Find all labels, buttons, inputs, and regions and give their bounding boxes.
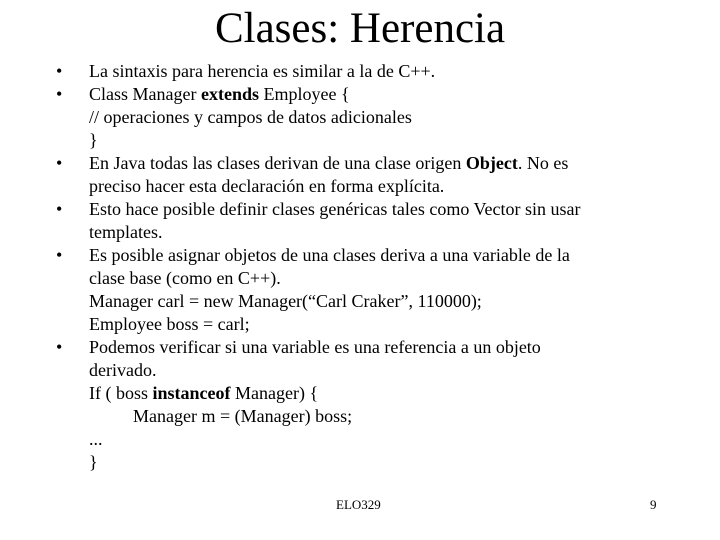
slide-title: Clases: Herencia bbox=[214, 5, 506, 52]
code-line: } bbox=[89, 130, 98, 150]
bullet-text: derivado. bbox=[89, 360, 157, 380]
bullet-text: preciso hacer esta declaración en forma explícita. bbox=[89, 176, 445, 196]
page-number: 9 bbox=[650, 497, 657, 512]
footer-course-code: ELO329 bbox=[336, 497, 381, 512]
text-part: En Java todas las clases derivan de una clase origen bbox=[89, 153, 466, 173]
bullet-text: templates. bbox=[89, 222, 163, 242]
bullet-item bbox=[56, 336, 696, 474]
bullet-dot: • bbox=[56, 153, 63, 173]
code-text: Class Manager bbox=[89, 84, 201, 104]
text-part: . No es bbox=[517, 153, 569, 173]
keyword-object: Object bbox=[465, 153, 518, 173]
code-text: Employee { bbox=[258, 84, 350, 104]
bullet-dot: • bbox=[56, 199, 63, 219]
bullet-text: Esto hace posible definir clases genéricas tales como Vector sin usar bbox=[89, 199, 581, 219]
bullet-text: Podemos verificar si una variable es una referencia a un objeto bbox=[89, 337, 541, 357]
bullet-item bbox=[56, 152, 696, 198]
code-line: // operaciones y campos de datos adicionales bbox=[89, 107, 412, 127]
code-line: Manager carl = new Manager(“Carl Craker”, 110000); bbox=[89, 291, 482, 311]
bullet-item bbox=[56, 244, 696, 336]
code-line bbox=[89, 382, 696, 405]
code-line: Manager m = (Manager) boss; bbox=[133, 406, 353, 426]
code-line: ... bbox=[89, 429, 103, 449]
bullet-text: La sintaxis para herencia es similar a la de C++. bbox=[89, 61, 436, 81]
bullet-dot: • bbox=[56, 245, 63, 265]
bullet-text bbox=[89, 152, 696, 175]
code-line: } bbox=[89, 452, 98, 472]
bullet-text: Es posible asignar objetos de una clases deriva a una variable de la bbox=[89, 245, 570, 265]
code-line: Employee boss = carl; bbox=[89, 314, 250, 334]
bullet-dot: • bbox=[56, 337, 63, 357]
code-text: Manager) { bbox=[230, 383, 319, 403]
bullet-text: clase base (como en C++). bbox=[89, 268, 281, 288]
bullet-item bbox=[56, 198, 696, 244]
keyword-instanceof: instanceof bbox=[152, 383, 231, 403]
bullet-dot: • bbox=[56, 61, 63, 81]
bullet-dot: • bbox=[56, 84, 63, 104]
keyword-extends: extends bbox=[200, 84, 259, 104]
bullet-item bbox=[56, 83, 696, 152]
slide-body bbox=[56, 60, 696, 474]
bullet-text bbox=[89, 83, 696, 106]
bullet-item bbox=[56, 60, 696, 83]
code-text: If ( boss bbox=[89, 383, 153, 403]
